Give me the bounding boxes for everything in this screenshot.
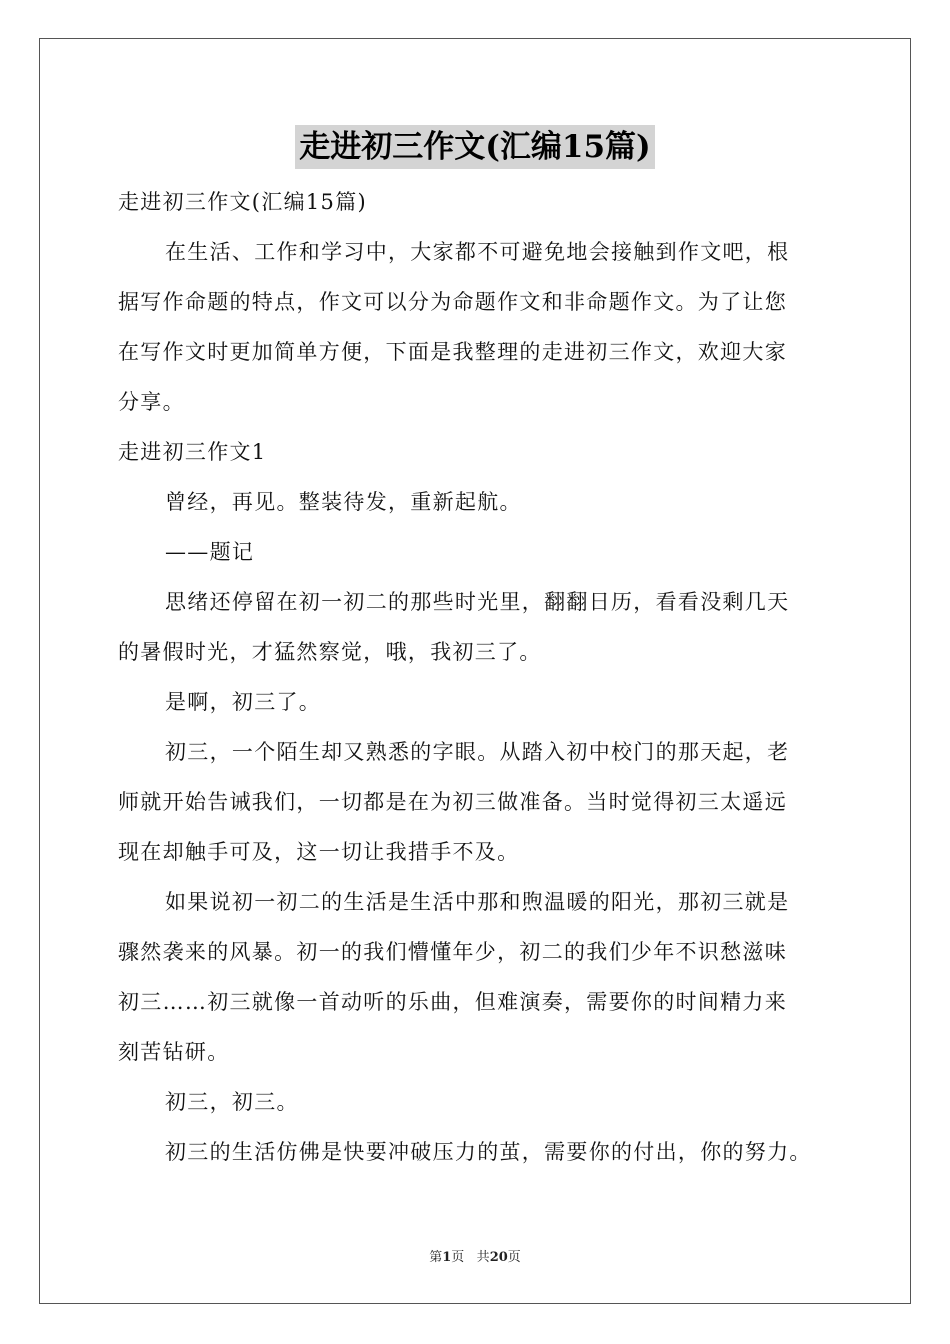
title-area	[0, 125, 950, 169]
text-line: 师就开始告诫我们，一切都是在为初三做准备。当时觉得初三太遥远	[118, 790, 787, 814]
footer-prefix: 第	[429, 1250, 443, 1265]
text-line: 刻苦钻研。	[118, 1040, 230, 1064]
current-page-number: 1	[442, 1250, 452, 1265]
text-line: 初三的生活仿佛是快要冲破压力的茧，需要你的付出，你的努力。	[165, 1140, 812, 1164]
text-line: 在写作文时更加简单方便，下面是我整理的走进初三作文，欢迎大家	[118, 340, 787, 364]
text-line: 是啊，初三了。	[165, 690, 322, 714]
footer-total-suffix: 页	[507, 1250, 521, 1265]
text-line: 思绪还停留在初一初二的那些时光里，翻翻日历，看看没剩几天	[165, 590, 790, 614]
footer-total-prefix: 共	[476, 1250, 490, 1265]
document-body	[118, 177, 838, 1177]
text-line: 曾经，再见。整装待发，重新起航。	[165, 490, 522, 514]
text-line: 现在却触手可及，这一切让我措手不及。	[118, 840, 520, 864]
text-line: 初三……初三就像一首动听的乐曲，但难演奏，需要你的时间精力来	[118, 990, 787, 1014]
text-line: 初三，一个陌生却又熟悉的字眼。从踏入初中校门的那天起，老	[165, 740, 790, 764]
text-line: 走进初三作文(汇编15篇)	[118, 190, 368, 214]
text-line: 分享。	[118, 390, 185, 414]
document-title: 走进初三作文(汇编15篇)	[295, 125, 654, 169]
page-footer	[0, 1246, 950, 1265]
text-line: 走进初三作文1	[118, 440, 267, 464]
text-line: 在生活、工作和学习中，大家都不可避免地会接触到作文吧，根	[165, 240, 790, 264]
text-line: 据写作命题的特点，作文可以分为命题作文和非命题作文。为了让您	[118, 290, 787, 314]
text-line: 的暑假时光，才猛然察觉，哦，我初三了。	[118, 640, 542, 664]
total-pages-number: 20	[489, 1250, 508, 1265]
footer-page-word: 页	[451, 1250, 465, 1265]
text-line: 初三，初三。	[165, 1090, 299, 1114]
text-line: ——题记	[165, 540, 255, 564]
text-line: 如果说初一初二的生活是生活中那和煦温暖的阳光，那初三就是	[165, 890, 790, 914]
text-line: 骤然袭来的风暴。初一的我们懵懂年少，初二的我们少年不识愁滋味	[118, 940, 787, 964]
